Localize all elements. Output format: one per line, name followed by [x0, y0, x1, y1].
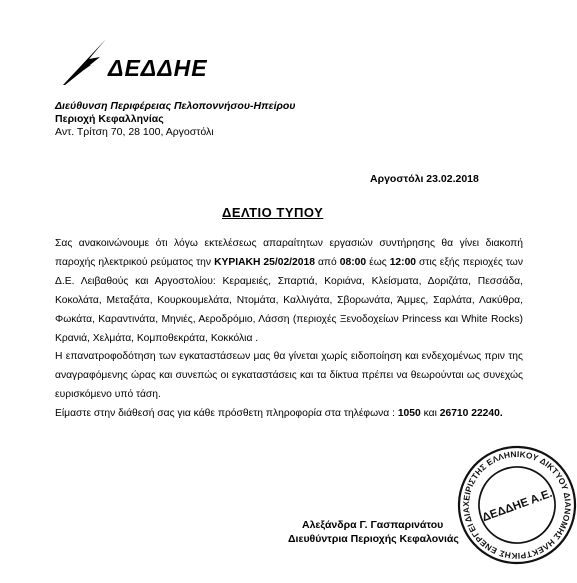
text-segment: Σας ανακοινώνουμε ότι λόγω εκτελέσεως απαραίτητων εργασιών συντήρησης θα γίνει διακοπή παροχής ηλεκτρικού ρεύματος την: [55, 238, 523, 268]
address-line: Αντ. Τρίτση 70, 28 100, Αργοστόλι: [55, 126, 214, 138]
text-segment: και: [420, 408, 440, 420]
text-segment: από: [314, 256, 340, 268]
phone-number: 26710 22240.: [439, 408, 503, 420]
signatory-name: Αλεξάνδρα Γ. Γασπαρινάτου: [302, 519, 444, 531]
company-stamp: [455, 443, 577, 567]
text-segment: έως: [366, 256, 390, 268]
phone-number: 1050: [397, 408, 421, 420]
signatory-role: Διευθύντρια Περιοχής Κεφαλονιάς: [288, 533, 459, 545]
outage-start-time: 08:00: [339, 256, 367, 268]
logo-wordmark: ΔΕΔΔΗΕ: [108, 55, 208, 81]
document-title: ΔΕΛΤΙΟ ΤΥΠΟΥ: [222, 205, 324, 220]
paragraph-outage-notice: [55, 235, 523, 348]
outage-end-time: 12:00: [389, 256, 417, 268]
paragraph-restoration-warning: Η επανατροφοδότηση των εγκαταστάσεων μας θα γίνεται χωρίς ειδοποίηση και ενδεχομένως πριν της αναγραφόμενης ώρας και συνεπώς οι εγκαταστάσεις και τα δίκτυα πρέπει να θεωρούνται ως συνεχώς ευρισκόμενο υπό τάση.: [55, 351, 523, 401]
paragraph-contact: [55, 405, 523, 424]
deddie-logo-bolt-icon: [62, 38, 108, 86]
area-heading: Περιοχή Κεφαλληνίας: [55, 113, 164, 125]
affected-areas-text: στις εξής περιοχές των Δ.Ε. Λειβαθούς και Αργοστολίου: Κεραμειές, Σπαρτιά, Κοριάνα, Κλείσματα, Δοριζάτα, Πεσσάδα, Κοκολάτα, Μεταξάτα, Κουρκουμελάτα, Ντομάτα, Καλλιγάτα, Σβορωνάτα, Άμμες, Σαρλάτα, Λακύθρα, Φωκάτα, Καραντινάτα, Μηνιές, Αεροδρόμιο, Λάσση (περιοχές Ξενοδοχείων Princess και White Rocks) Κρανιά, Χελμάτα, Κομποθεκράτα, Κοκκόλια .: [55, 256, 523, 344]
press-release-body: [55, 235, 523, 424]
department-heading: Διεύθυνση Περιφέρειας Πελοποννήσου-Ηπείρου: [55, 100, 296, 112]
stamp-center-text: ΔΕΔΔΗΕ Α.Ε.: [480, 487, 554, 525]
date-line: Αργοστόλι 23.02.2018: [370, 173, 479, 185]
text-segment: Είμαστε στην διάθεσή σας για κάθε πρόσθετη πληροφορία στα τηλέφωνα :: [55, 408, 398, 420]
stamp-ring-text: ΔΙΑΧΕΙΡΙΣΤΗΣ ΕΛΛΗΝΙΚΟΥ ΔΙΚΤΥΟΥ ΔΙΑΝΟΜΗΣ ΗΛΕΚΤΡΙΚΗΣ ΕΝΕΡΓΕΙΑΣ: [460, 448, 574, 562]
outage-date: ΚΥΡΙΑΚΗ 25/02/2018: [214, 256, 315, 268]
